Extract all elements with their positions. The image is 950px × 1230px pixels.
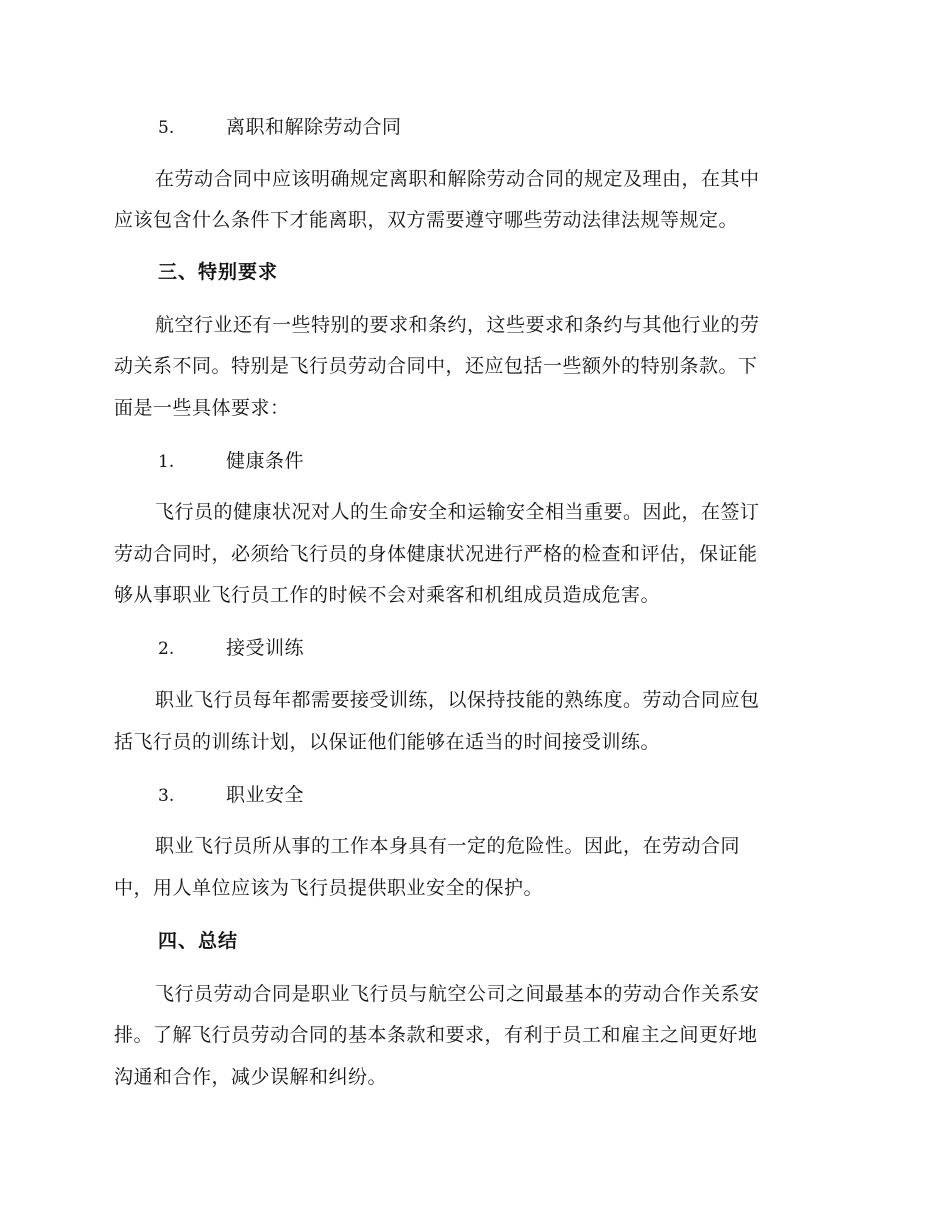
paragraph-line: 括飞行员的训练计划，以保证他们能够在适当的时间接受训练。	[114, 731, 661, 753]
paragraph-line: 面是一些具体要求：	[114, 397, 290, 419]
paragraph-line: 飞行员的健康状况对人的生命安全和运输安全相当重要。因此，在签订	[155, 501, 760, 523]
item-title-3: 职业安全	[226, 784, 305, 806]
section-heading-3: 三、特别要求	[158, 261, 279, 283]
paragraph-line: 职业飞行员每年都需要接受训练，以保持技能的熟练度。劳动合同应包	[155, 689, 760, 711]
item-number-5: 5.	[158, 118, 175, 138]
paragraph-line: 劳动合同时，必须给飞行员的身体健康状况进行严格的检查和评估，保证能	[114, 543, 758, 565]
item-title-1: 健康条件	[226, 450, 305, 472]
paragraph-line: 应该包含什么条件下才能离职，双方需要遵守哪些劳动法律法规等规定。	[114, 209, 739, 231]
item-number-1: 1.	[158, 452, 175, 472]
paragraph-line: 中，用人单位应该为飞行员提供职业安全的保护。	[114, 877, 544, 899]
paragraph-line: 动关系不同。特别是飞行员劳动合同中，还应包括一些额外的特别条款。下	[114, 355, 758, 377]
paragraph-line: 排。了解飞行员劳动合同的基本条款和要求，有利于员工和雇主之间更好地	[114, 1024, 758, 1046]
section-heading-4: 四、总结	[158, 930, 239, 952]
item-title-5: 离职和解除劳动合同	[226, 116, 402, 138]
paragraph-line: 飞行员劳动合同是职业飞行员与航空公司之间最基本的劳动合作关系安	[155, 983, 760, 1005]
item-title-2: 接受训练	[226, 637, 305, 659]
paragraph-line: 沟通和合作，减少误解和纠纷。	[114, 1066, 388, 1088]
paragraph-line: 职业飞行员所从事的工作本身具有一定的危险性。因此，在劳动合同	[155, 835, 741, 857]
item-number-3: 3.	[158, 786, 175, 806]
paragraph-line: 够从事职业飞行员工作的时候不会对乘客和机组成员造成危害。	[114, 584, 661, 606]
item-number-2: 2.	[158, 639, 175, 659]
paragraph-line: 航空行业还有一些特别的要求和条约，这些要求和条约与其他行业的劳	[155, 314, 760, 336]
paragraph-line: 在劳动合同中应该明确规定离职和解除劳动合同的规定及理由，在其中	[155, 168, 760, 190]
